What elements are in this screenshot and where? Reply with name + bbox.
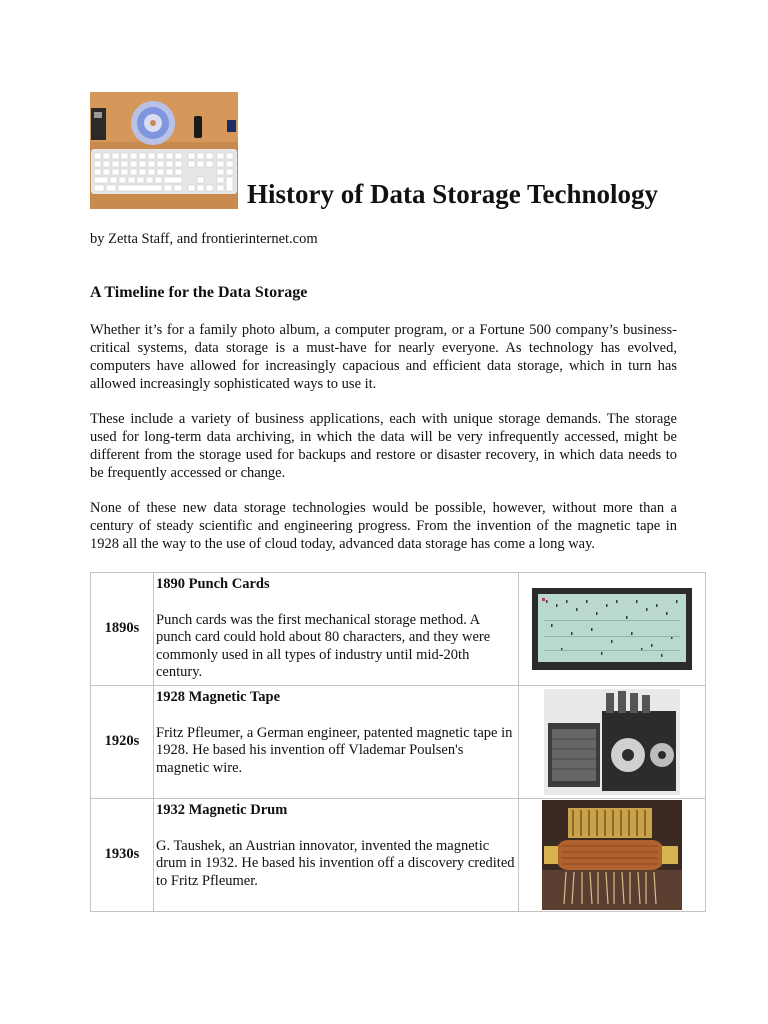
event-cell xyxy=(154,573,519,686)
event-title: 1890 Punch Cards xyxy=(156,576,270,592)
intro-paragraph-2: These include a variety of business applications, each with unique storage demands. The storage used for long-term data archiving, in which the data will be very infrequently accessed, might be different from the storage used for backups and restore or disaster recovery, in which data needs to be frequently accessed or change. xyxy=(90,411,677,481)
image-cell xyxy=(519,573,706,686)
event-title: 1928 Magnetic Tape xyxy=(156,689,281,705)
keyboard-icon xyxy=(91,149,237,194)
sd-card-icon xyxy=(227,120,236,132)
section-heading: A Timeline for the Data Storage xyxy=(90,284,308,301)
table-row xyxy=(91,686,706,799)
storage-devices-keyboard-image xyxy=(90,92,238,209)
magnetic-tape-machine-image xyxy=(544,689,680,795)
decade-cell: 1930s xyxy=(91,799,154,912)
image-cell xyxy=(519,686,706,799)
image-cell xyxy=(519,799,706,912)
punch-card-image xyxy=(532,588,692,670)
event-cell xyxy=(154,799,519,912)
cd-disc-icon xyxy=(131,101,175,145)
event-cell xyxy=(154,686,519,799)
table-row xyxy=(91,573,706,686)
event-description: Fritz Pfleumer, a German engineer, patented magnetic tape in 1928. He based his invention off Vlademar Poulsen's magnetic wire. xyxy=(156,724,513,776)
timeline-table xyxy=(90,572,706,912)
intro-paragraph-3: None of these new data storage technologies would be possible, however, without more than a century of steady scientific and engineering progress. From the invention of the magnetic tape in 1928 all the way to the use of cloud today, advanced data storage has come a long way. xyxy=(90,500,677,552)
event-description: Punch cards was the first mechanical storage method. A punch card could hold about 80 characters, and they were commonly used in all types of industry until mid-20th century. xyxy=(156,611,491,680)
decade-cell: 1890s xyxy=(91,573,154,686)
decade-cell: 1920s xyxy=(91,686,154,799)
event-description: G. Taushek, an Austrian innovator, invented the magnetic drum in 1932. He based his invention off a discovery credited to Fritz Pfleumer. xyxy=(156,837,515,889)
event-title: 1932 Magnetic Drum xyxy=(156,802,288,818)
header-illustration xyxy=(90,92,238,209)
byline: by Zetta Staff, and frontierinternet.com xyxy=(90,231,318,247)
usb-drive-icon xyxy=(194,116,202,138)
table-row xyxy=(91,799,706,912)
magnetic-drum-image xyxy=(542,800,682,910)
intro-paragraph-1: Whether it’s for a family photo album, a computer program, or a Fortune 500 company’s business-critical systems, data storage is a must-have for nearly everyone. As technology has evolved, computers have allowed for increasingly capacious and efficient data storage, which in turn has allowed increasingly sophisticated ways to use it. xyxy=(90,322,677,392)
page-title: History of Data Storage Technology xyxy=(247,179,658,209)
